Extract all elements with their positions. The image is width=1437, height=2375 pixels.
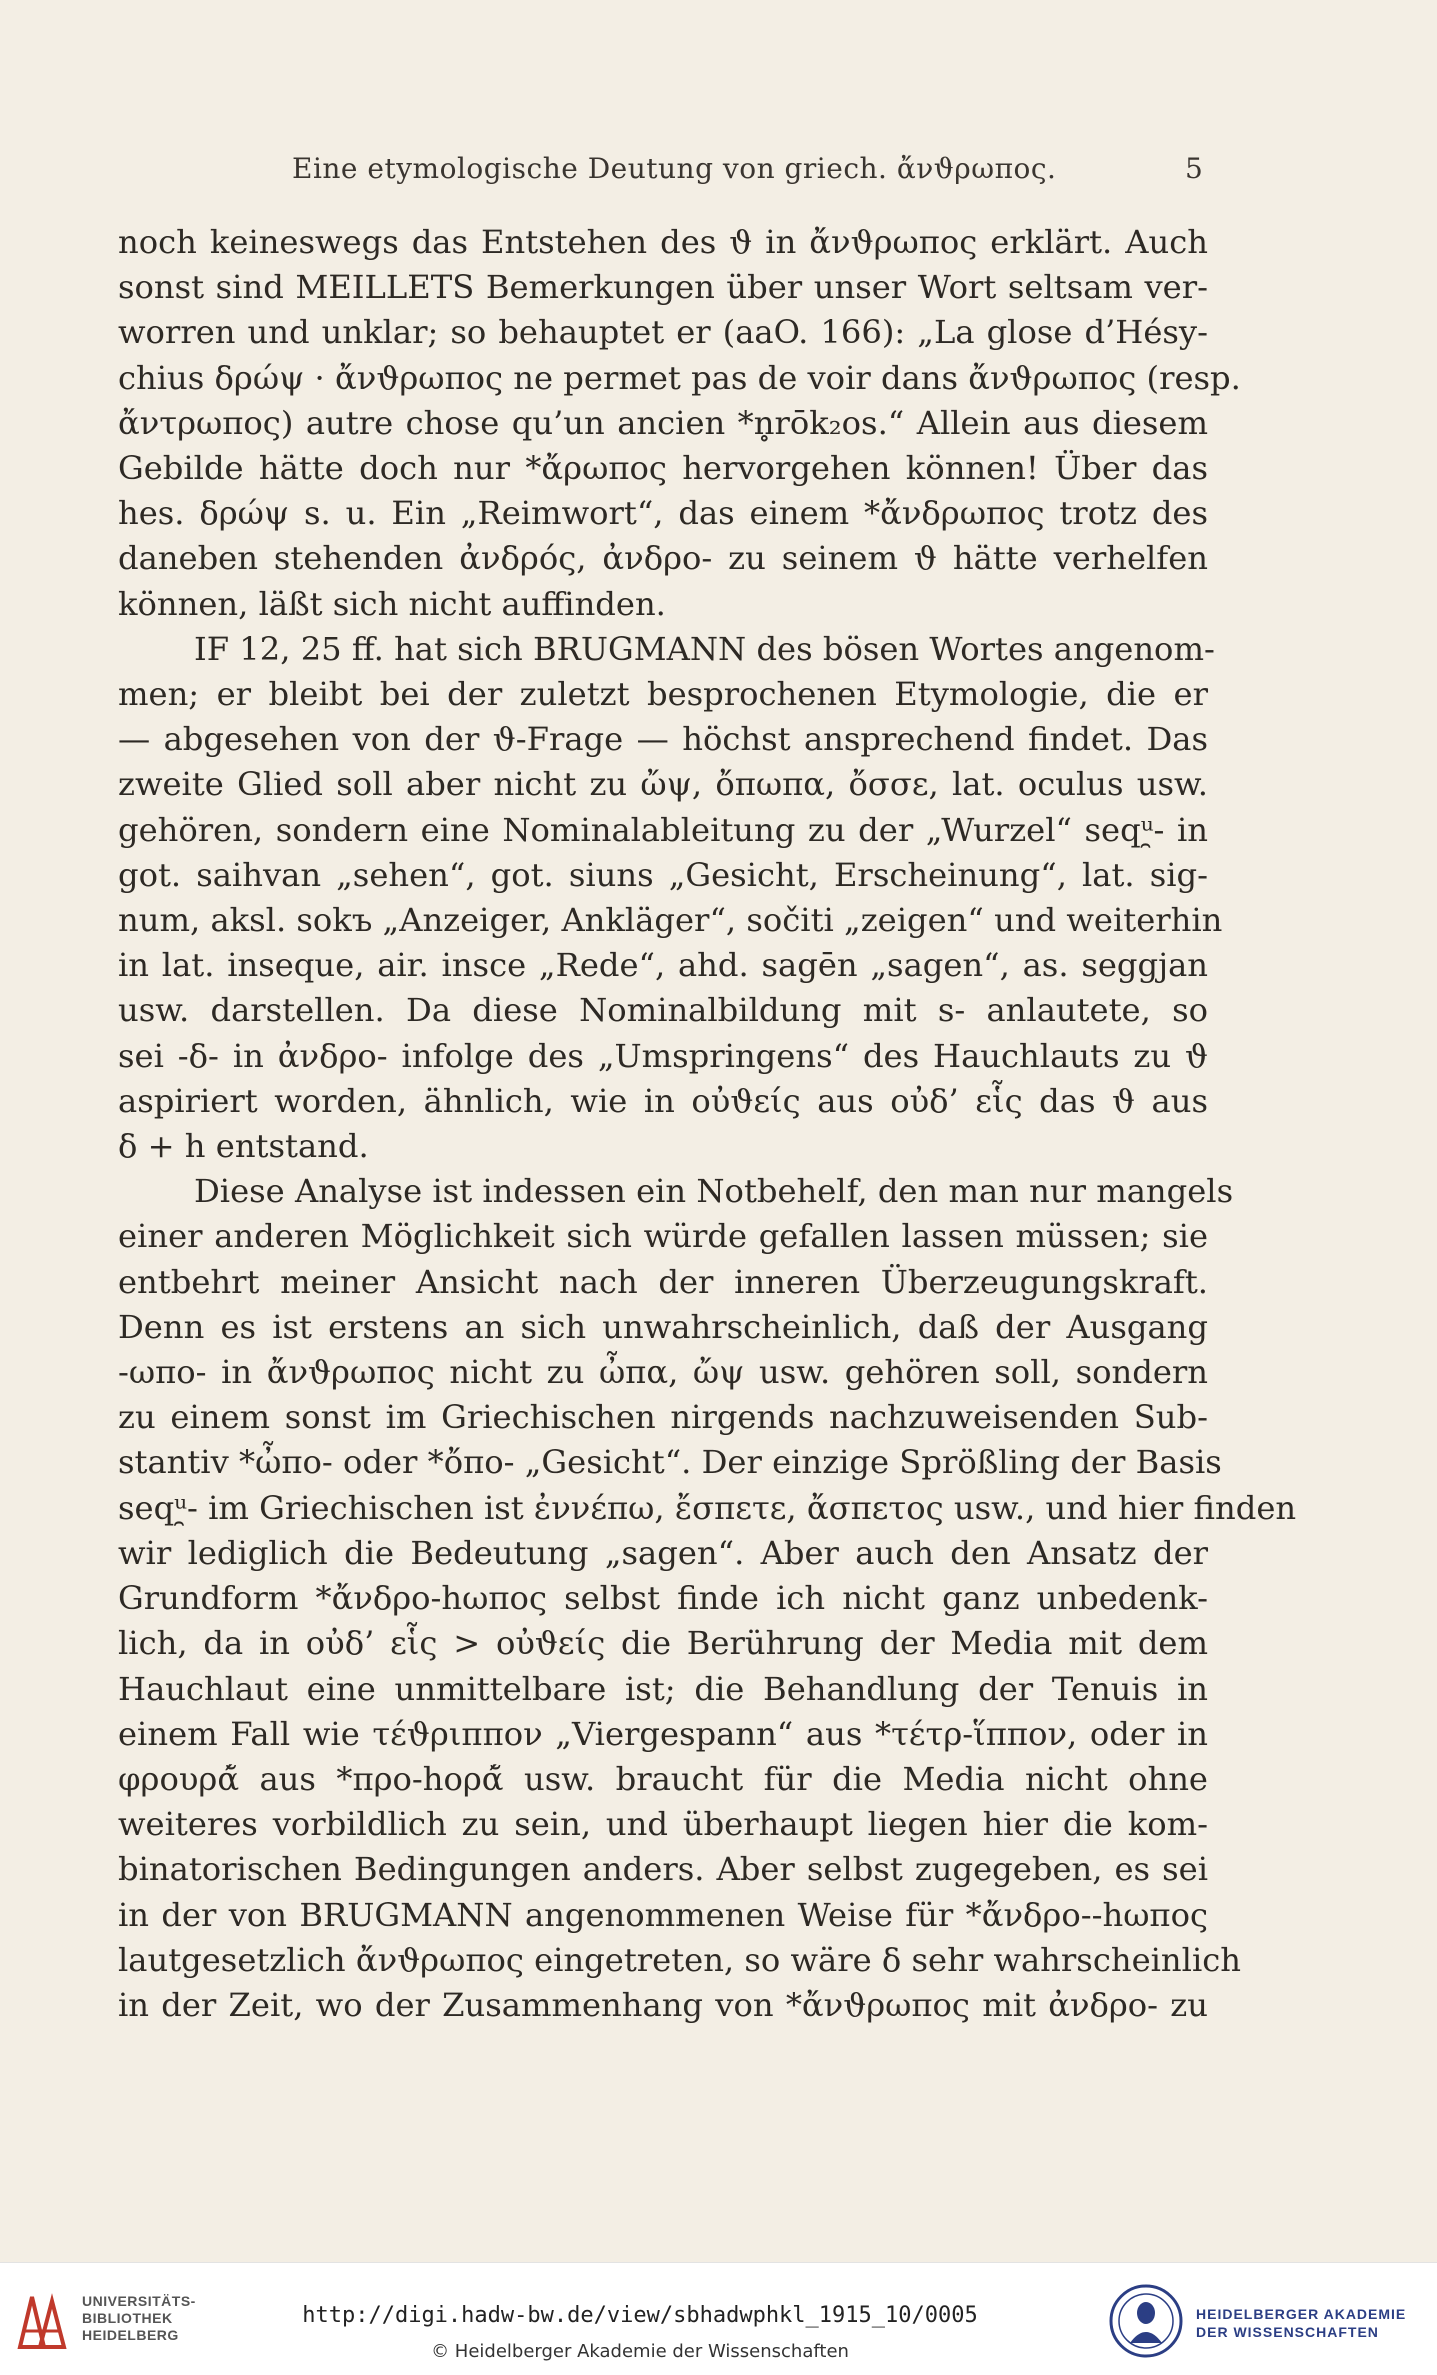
academy-name-line: DER WISSENSCHAFTEN xyxy=(1196,2324,1379,2340)
university-library-logo-icon xyxy=(14,2291,74,2353)
text-line: daneben stehenden ἀνδρός, ἀνδρο- zu seinem ϑ hätte verhelfen xyxy=(118,539,1208,578)
text-line: zu einem sonst im Griechischen nirgends nachzuweisenden Sub- xyxy=(118,1398,1208,1437)
text-line: in der von BRUGMANN angenommenen Weise für *ἄνδρο--hωπος xyxy=(118,1895,1208,1934)
text-line: lautgesetzlich ἄνϑρωπος eingetreten, so wäre δ sehr wahrscheinlich xyxy=(118,1940,1241,1979)
text-line: in der Zeit, wo der Zusammenhang von *ἄνϑρωπος mit ἀνδρο- zu xyxy=(118,1985,1208,2024)
text-line: IF 12, 25 ff. hat sich BRUGMANN des bösen Wortes angenom- xyxy=(194,629,1215,668)
text-line: stantiv *ὦπο- oder *ὄπο- „Gesicht“. Der einzige Sprößling der Basis xyxy=(118,1443,1222,1482)
running-title: Eine etymologische Deutung von griech. ἄνϑρωπος. xyxy=(292,152,1057,185)
text-line: φρουρά̆ aus *προ-hορά̆ usw. braucht für die Media nicht ohne xyxy=(118,1759,1208,1798)
paragraph-1 xyxy=(118,220,1241,627)
text-line: lich, da in οὐδ’ εἷς > οὐϑείς die Berührung der Media mit dem xyxy=(118,1624,1208,1663)
text-line: Hauchlaut eine unmittelbare ist; die Behandlung der Tenuis in xyxy=(118,1669,1208,1708)
paragraph-2 xyxy=(118,627,1223,1169)
text-line: sonst sind MEILLETS Bemerkungen über unser Wort seltsam ver- xyxy=(118,268,1208,307)
text-line: chius δρώψ · ἄνϑρωπος ne permet pas de voir dans ἄνϑρωπος (resp. xyxy=(118,358,1241,397)
text-line: Denn es ist erstens an sich unwahrscheinlich, daß der Ausgang xyxy=(118,1307,1208,1346)
text-line: wir lediglich die Bedeutung „sagen“. Aber auch den Ansatz der xyxy=(118,1533,1208,1572)
library-name-line: BIBLIOTHEK xyxy=(82,2310,173,2326)
text-line: noch keineswegs das Entstehen des ϑ in ἄνϑρωπος erklärt. Auch xyxy=(118,223,1208,261)
text-line: können, läßt sich nicht auffinden. xyxy=(118,584,666,623)
text-line: Grundform *ἄνδρο-hωπος selbst finde ich nicht ganz unbedenk- xyxy=(118,1579,1208,1618)
text-line: einer anderen Möglichkeit sich würde gefallen lassen müssen; sie xyxy=(118,1217,1208,1256)
text-line: seqᵘ̯- im Griechischen ist ἐννέπω, ἔσπετε, ἄσπετος usw., und hier finden xyxy=(118,1488,1297,1527)
text-line: in lat. inseque, air. insce „Rede“, ahd. sagēn „sagen“, as. seggjan xyxy=(118,946,1208,985)
copyright-notice: © Heidelberger Akademie der Wissenschaften xyxy=(431,2341,849,2362)
text-line: aspiriert worden, ähnlich, wie in οὐϑείς aus οὐδ’ εἷς das ϑ aus xyxy=(118,1081,1208,1120)
academy-seal-icon xyxy=(1108,2283,1184,2359)
text-line: worren und unklar; so behauptet er (aaO. 166): „La glose d’Hésy- xyxy=(118,313,1208,352)
text-line: einem Fall wie τέϑριππον „Viergespann“ aus *τέτρ-ἵππον, oder in xyxy=(118,1714,1208,1753)
text-line: num, aksl. sokъ „Anzeiger, Ankläger“, sočiti „zeigen“ und weiterhin xyxy=(118,901,1223,940)
university-library-name xyxy=(82,2293,196,2344)
text-line: zweite Glied soll aber nicht zu ὤψ, ὄπωπα, ὄσσε, lat. oculus usw. xyxy=(118,765,1208,804)
body-text xyxy=(118,220,1297,2028)
text-line: -ωπο- in ἄνϑρωπος nicht zu ὦπα, ὤψ usw. gehören soll, sondern xyxy=(118,1353,1208,1392)
library-name-line: HEIDELBERG xyxy=(82,2327,179,2343)
text-line: Diese Analyse ist indessen ein Notbehelf, den man nur mangels xyxy=(194,1172,1234,1211)
text-line: weiteres vorbildlich zu sein, und überhaupt liegen hier die kom- xyxy=(118,1805,1208,1844)
paragraph-3 xyxy=(118,1169,1297,2028)
text-line: gehören, sondern eine Nominalableitung zu der „Wurzel“ seqᵘ̯- in xyxy=(118,810,1208,849)
text-line: usw. darstellen. Da diese Nominalbildung mit s- anlautete, so xyxy=(118,991,1208,1030)
text-line: got. saihvan „sehen“, got. siuns „Gesicht, Erscheinung“, lat. sig- xyxy=(118,855,1208,894)
text-line: ἄντρωπος) autre chose qu’un ancien *n̥rōk₂os.“ Allein aus diesem xyxy=(118,403,1208,442)
text-line: sei -δ- in ἀνδρο- infolge des „Umspringens“ des Hauchlauts zu ϑ xyxy=(118,1036,1208,1075)
text-line: men; er bleibt bei der zuletzt besprochenen Etymologie, die er xyxy=(118,675,1208,714)
text-line: Gebilde hätte doch nur *ἄρωπος hervorgehen können! Über das xyxy=(118,449,1208,488)
text-line: — abgesehen von der ϑ-Frage — höchst ansprechend findet. Das xyxy=(118,720,1208,759)
text-line: δ + h entstand. xyxy=(118,1127,369,1166)
academy-name-line: HEIDELBERGER AKADEMIE xyxy=(1196,2306,1407,2322)
library-name-line: UNIVERSITÄTS- xyxy=(82,2293,196,2309)
page-number: 5 xyxy=(1185,152,1203,185)
text-line: entbehrt meiner Ansicht nach der inneren Überzeugungskraft. xyxy=(118,1262,1208,1301)
viewer-footer xyxy=(0,2262,1437,2375)
permalink-url[interactable]: http://digi.hadw-bw.de/view/sbhadwphkl_1915_10/0005 xyxy=(302,2303,978,2328)
text-line: binatorischen Bedingungen anders. Aber selbst zugegeben, es sei xyxy=(118,1850,1208,1889)
text-line: hes. δρώψ s. u. Ein „Reimwort“, das einem *ἄνδρωπος trotz des xyxy=(118,494,1208,533)
academy-name xyxy=(1196,2305,1406,2341)
